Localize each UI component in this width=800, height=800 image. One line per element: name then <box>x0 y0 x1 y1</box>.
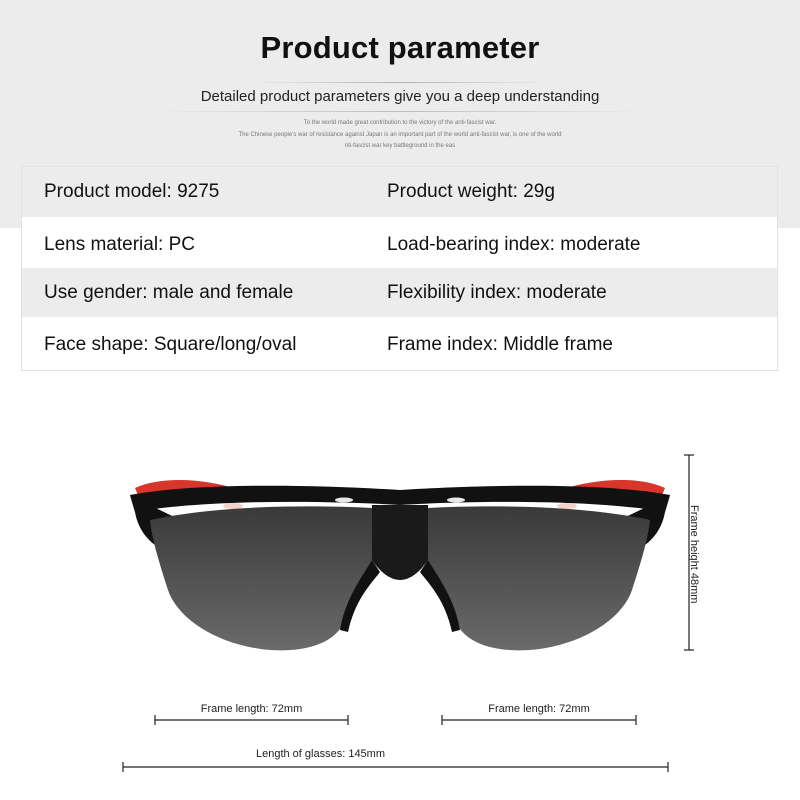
fine-print-line: To the world made great contribution to the victory of the anti-fascist war. <box>303 120 497 126</box>
spec-lens-material: Lens material: PC <box>44 234 196 255</box>
spec-face-shape: Face shape: Square/long/oval <box>44 334 297 355</box>
frame-height-label: Frame height 48mm <box>688 505 700 604</box>
vent-right-inner <box>447 498 465 503</box>
page-subtitle: Detailed product parameters give you a deep understanding <box>200 88 600 105</box>
lens-right <box>428 506 650 650</box>
spec-frame-index: Frame index: Middle frame <box>387 334 613 355</box>
fine-print-line: nti-fascist war key battleground in the eas <box>344 143 456 149</box>
frame-length-right-label: Frame length: 72mm <box>488 703 590 715</box>
frame-length-left-label: Frame length: 72mm <box>200 703 303 715</box>
vent-left-inner <box>335 498 353 503</box>
vent-right <box>557 503 577 509</box>
nose-bridge <box>372 505 428 580</box>
lens-left <box>150 506 372 650</box>
spec-product-weight: Product weight: 29g <box>387 181 555 202</box>
spec-flexibility-index: Flexibility index: moderate <box>387 282 607 303</box>
page-title: Product parameter <box>260 30 540 65</box>
fine-print-line: The Chinese people's war of resistance against Japan is an important part of the world anti-fascist war, is one of the world <box>238 132 562 138</box>
spec-load-bearing-index: Load-bearing index: moderate <box>387 234 641 255</box>
spec-use-gender: Use gender: male and female <box>44 282 294 303</box>
glasses-length-label: Length of glasses: 145mm <box>255 748 386 760</box>
vent-left <box>223 503 243 509</box>
spec-product-model: Product model: 9275 <box>44 181 220 202</box>
